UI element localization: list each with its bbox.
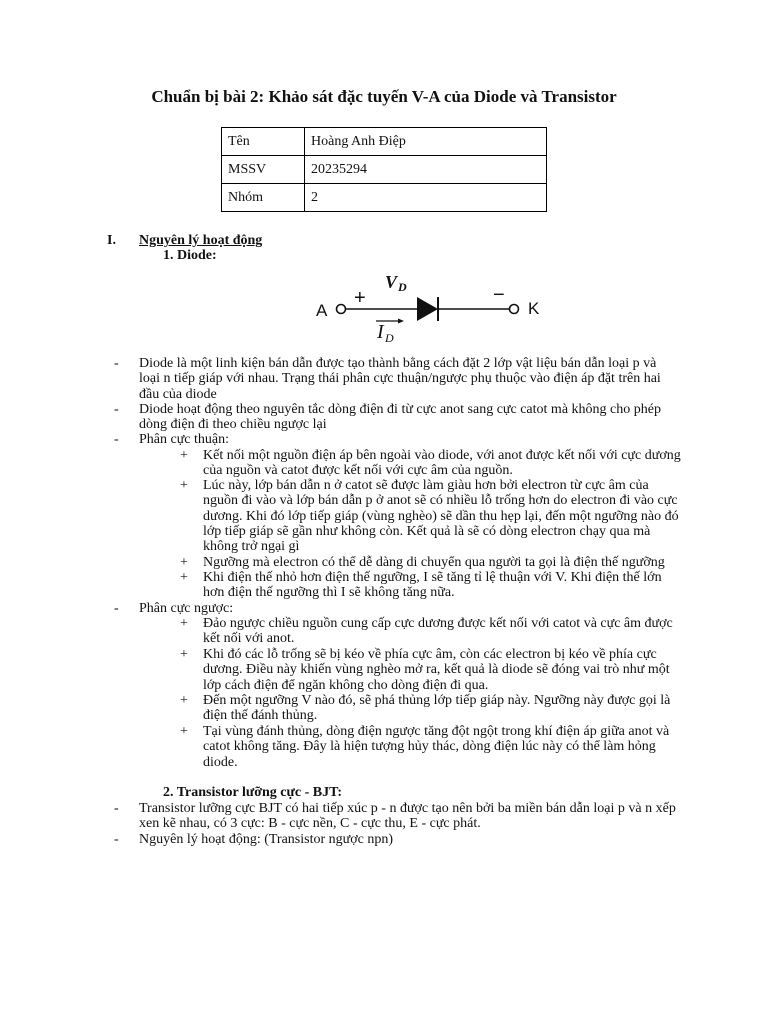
current-subscript: D [385,331,394,345]
sub-list-item-text: Kết nối một nguồn điện áp bên ngoài vào diode, với anot được kết nối với cực dương của nguồn và catot được kết nối với cực âm của nguồn. [203,448,681,479]
table-row [222,184,547,212]
list-item-text: Phân cực ngược: [139,601,234,616]
plus-marker: + [180,448,188,463]
table-cell-label: Nhóm [222,184,305,212]
document-title: Chuẩn bị bài 2: Khảo sát đặc tuyến V-A của Diode và Transistor [151,87,617,106]
list-item-text: Transistor lưỡng cực BJT có hai tiếp xúc p - n được tạo nên bởi ba miền bán dẫn loại p và n xếp xen kẽ nhau, có 3 cực: B - cực nền, C - cực thu, E - cực phát. [139,801,676,832]
table-cell-label: Tên [222,128,305,156]
list-item-text: Nguyên lý hoạt động: (Transistor ngược npn) [139,832,394,847]
table-cell-label: MSSV [222,156,305,184]
anode-terminal [337,305,346,314]
dash-marker: - [114,356,119,371]
plus-marker: + [180,724,188,739]
table-cell-value: 2 [305,184,547,212]
student-info-table [221,127,547,212]
list-item-text: Diode là một linh kiện bán dẫn được tạo thành bằng cách đặt 2 lớp vật liệu bán dẫn loại p và loại n tiếp giáp với nhau. Trạng thái phân cực thuận/ngược phụ thuộc vào điện áp đặt trên hai đầu của diode [139,356,661,402]
plus-marker: + [180,478,188,493]
sub-list-item-text: Ngưỡng mà electron có thể dễ dàng di chuyển qua người ta gọi là điện thế ngưỡng [203,555,665,570]
list-item-text: Diode hoạt động theo nguyên tắc dòng điện đi từ cực anot sang cực catot mà không cho phép dòng điện đi theo chiều ngược lại [139,402,661,433]
section-heading: Nguyên lý hoạt động [139,233,263,248]
dash-marker: - [114,832,119,847]
plus-marker: + [180,647,188,662]
dash-marker: - [114,402,119,417]
sub-list-item-text: Tại vùng đánh thủng, dòng điện ngược tăng đột ngột trong khí điện áp giữa anot và catot không tăng. Đây là hiện tượng hủy thác, dòng điện lúc này có thể làm hỏng diode. [203,724,670,770]
sub-list-item-text: Đảo ngược chiều nguồn cung cấp cực dương được kết nối với catot và cực âm được kết nối với anot. [203,616,673,647]
list-item-text: Phân cực thuận: [139,432,230,447]
minus-sign: − [493,284,505,306]
subsection-heading-diode: 1. Diode: [163,248,217,263]
dash-marker: - [114,801,119,816]
current-arrowhead-icon [398,319,404,324]
sub-list-item-text: Khi đó các lỗ trống sẽ bị kéo về phía cực âm, còn các electron bị kéo về phía cực dương. Điều này khiến vùng nghèo mở ra, kết quả là diode sẽ đóng vai trò như một lớp cách điện để ngăn không cho dòng điện đi qua. [203,647,670,693]
anode-label: A [316,301,328,320]
cathode-terminal [510,305,519,314]
sub-list-item-text: Khi điện thế nhỏ hơn điện thế ngưỡng, I sẽ tăng tỉ lệ thuận với V. Khi điện thế lớn hơn điện thế ngưỡng thì I sẽ không tăng nữa. [203,570,662,601]
cathode-label: K [528,299,540,318]
plus-marker: + [180,693,188,708]
sub-list-item-text: Lúc này, lớp bán dẫn n ở catot sẽ được làm giàu hơn bởi electron từ cực âm của nguồn đi vào và lớp bán dẫn p ở anot sẽ có nhiều lỗ trống hơn do electron đi vào cực dương. Khi đó lớp tiếp giáp (vùng nghèo) sẽ dần thu hẹp lại, đến một ngưỡng nào đó lớp tiếp giáp sẽ gần như không còn. Kết quả là sẽ có dòng electron chạy qua mà không trở ngại gì [203,478,679,555]
plus-marker: + [180,555,188,570]
current-symbol: I [377,321,384,343]
diode-triangle-icon [417,297,438,321]
plus-marker: + [180,570,188,585]
plus-marker: + [180,616,188,631]
diode-symbol-diagram [312,270,548,346]
voltage-symbol: V [385,272,398,292]
table-cell-value: Hoàng Anh Điệp [305,128,547,156]
table-row [222,128,547,156]
dash-marker: - [114,432,119,447]
plus-sign: + [354,287,366,309]
subsection-heading-bjt: 2. Transistor lưỡng cực - BJT: [163,785,343,800]
voltage-subscript: D [398,280,407,294]
table-cell-value: 20235294 [305,156,547,184]
table-row [222,156,547,184]
dash-marker: - [114,601,119,616]
sub-list-item-text: Đến một ngưỡng V nào đó, sẽ phá thủng lớp tiếp giáp này. Ngưỡng này được gọi là điện thế đánh thủng. [203,693,671,724]
section-numeral: I. [107,233,116,248]
